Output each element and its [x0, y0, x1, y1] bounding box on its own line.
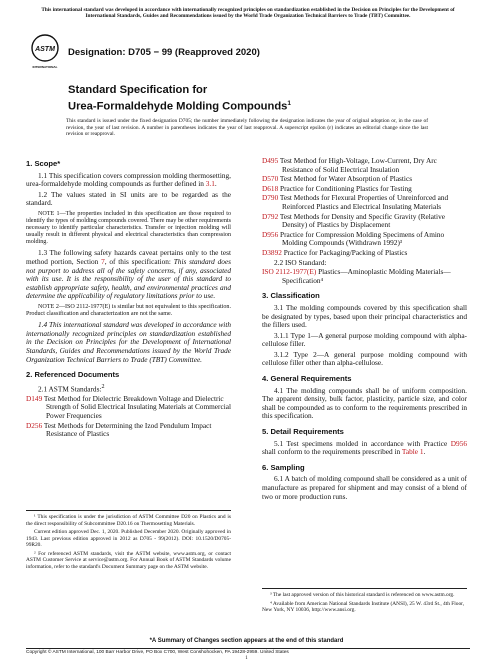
link-section-7[interactable]: 7 [101, 257, 105, 267]
copyright-line: Copyright © ASTM International, 100 Barr Harbor Drive, PO Box C700, West Conshohocken, PA 19428-2959. United States [26, 648, 470, 655]
link-d956[interactable]: D956 [450, 438, 467, 448]
astm-standards-label: 2.1 ASTM Standards:$^2$ [38, 383, 105, 394]
footnote: ⁴ Available from American National Standards Institute (ANSI), 25 W. 43rd St., 4th Floor, New York, NY 10036, http://www.ansi.org. [262, 600, 465, 613]
para-1-4: 1.4 This international standard was developed in accordance with internationally recognized principles on standardization established in the Decision on Principles for the Development of International Standards, Guides and Recommendations issued by the World Trade Organization Technical Barriers to Trade (TBT) Committee. [26, 320, 232, 364]
ref-code-link[interactable]: D495 [262, 156, 279, 165]
para-3-1-1: 3.1.1 Type 1—A general purpose molding compound with alpha-cellulose filler. [262, 330, 467, 349]
iso-code-link[interactable]: ISO 2112-1977(E) [262, 267, 317, 277]
designation: Designation: D705 − 99 (Reapproved 2020) [68, 47, 260, 58]
para-3-1-2: 3.1.2 Type 2—A general purpose molding compound with cellulose filler other than alpha-cellulose. [262, 349, 467, 368]
ref-item: D3892 Practice for Packaging/Packing of Plastics [262, 247, 408, 257]
para-5-1: 5.1 Test specimens molded in accordance with Practice D956 shall conform to the requirements prescribed in Table 1. [262, 438, 467, 457]
footnote: ¹ This specification is under the jurisdiction of ASTM Committee D20 on Plastics and is the direct responsibility of Subcommittee D20.16 on Thermosetting Materials. [26, 514, 231, 527]
note-1: NOTE 1—The properties included in this specification are those required to identify the types of molding compounds covered. There may be other requirements necessary to identify particular characteristics. Transfer or injection molding will usually result in different physical and electrical characteristics than compression molding. [26, 210, 231, 246]
ref-code-link[interactable]: D956 [262, 229, 279, 239]
ref-code-link[interactable]: D149 [26, 393, 43, 403]
title-footnote-mark: 1 [287, 100, 292, 107]
summary-of-changes-note: *A Summary of Changes section appears at the end of this standard [149, 638, 344, 644]
svg-text:INTERNATIONAL: INTERNATIONAL [32, 65, 58, 69]
iso-standard-label: 2.2 ISO Standard: [274, 257, 327, 267]
ref-item: D256 Test Methods for Determining the Izod Pendulum Impact Resistance of Plastics [26, 420, 212, 439]
ref-code-link[interactable]: D256 [26, 420, 43, 430]
ref-item: D956 Practice for Compression Molding Specimens of Amino Molding Compounds (Withdrawn 1992)³ [262, 229, 445, 248]
page-number: 1 [245, 656, 248, 660]
ref-code-link[interactable]: D3892 [262, 247, 282, 257]
ref-item: D618 Practice for Conditioning Plastics for Testing [262, 183, 412, 193]
tbt-notice: This international standard was developed in accordance with internationally recognized principles on standardization established in the Decision on Principles for the Development of International Standards, Guides and Recommendations issued by the World Trade Organization Technical Barriers to Trade (TBT) Committee. [41, 7, 455, 20]
section-heading-detail: 5. Detail Requirements [262, 427, 344, 437]
right-column [262, 157, 467, 503]
ref-code-link[interactable]: D570 [262, 174, 279, 184]
footnote: ³ The last approved version of this historical standard is referenced on www.astm.org. [270, 592, 455, 598]
section-heading-sampling: 6. Sampling [262, 462, 305, 472]
ref-item: D149 Test Method for Dielectric Breakdown Voltage and Dielectric Strength of Solid Electrical Insulating Materials at Commercial Power Frequencies [26, 393, 232, 420]
title-line-1: Standard Specification for [68, 84, 208, 96]
para-1-1: 1.1 This specification covers compression molding thermosetting, urea-formaldehyde molding compounds as further defined in 3.1. [26, 170, 231, 189]
section-heading-classification: 3. Classification [262, 291, 320, 301]
para-3-1: 3.1 The molding compounds covered by this specification shall be designated by types, based upon their principal characteristics and the fillers used. [262, 302, 467, 330]
para-1-3: 1.3 The following safety hazards caveat pertains only to the test method portion, Section 7, of this specification: This standard does not purport to address all of the safety concerns, if any, associated with its use. It is the responsibility of the user of this standard to establish appropriate safety, health, and environmental practices and determine the applicability of regulatory limitations prior to use. [26, 248, 231, 301]
link-3-1[interactable]: 3.1 [205, 179, 215, 189]
para-1-2: 1.2 The values stated in SI units are to be regarded as the standard. [26, 189, 231, 208]
footnotes-right [262, 588, 467, 616]
ref-code-link[interactable]: D792 [262, 211, 279, 221]
note-2: NOTE 2—ISO 2112-1977(E) is similar but not equivalent to this specification. Product classification and characterization are not the same. [26, 304, 231, 318]
astm-logo [30, 33, 60, 71]
ref-code-link[interactable]: D618 [262, 183, 279, 193]
section-heading-scope: 1. Scope* [26, 159, 61, 168]
issued-note: This standard is issued under the fixed designation D705; the number immediately following the designation indicates the year of original adoption or, in the case of revision, the year of last revision. A number in parentheses indicates the year of last reapproval. A superscript epsilon (ε) indicates an editorial change since the last revision or reapproval. [66, 118, 428, 138]
title-line-2: Urea-Formaldehyde Molding Compounds$^1$ [68, 100, 292, 113]
para-4-1: 4.1 The molding compounds shall be of uniform composition. The apparent density, bulk factor, plasticity, particle size, and color shall be compounded as to conform to the requirements prescribed in this specification. [262, 385, 467, 421]
ref-item: D495 Test Method for High-Voltage, Low-Current, Dry Arc Resistance of Solid Electrical Insulation [262, 156, 437, 174]
footnote: ² For referenced ASTM standards, visit the ASTM website, www.astm.org, or contact ASTM Customer Service at service@astm.org. For Annual Book of ASTM Standards volume information, refer to the standard's Document Summary page on the ASTM website. [26, 550, 231, 570]
footnotes-left [26, 510, 231, 572]
left-column [26, 160, 231, 440]
section-heading-general: 4. General Requirements [262, 374, 352, 384]
para-6-1: 6.1 A batch of molding compound shall be considered as a unit of manufacture as prepared for shipment and may consist of a blend of two or more production runs. [262, 474, 467, 501]
ref-item: D792 Test Methods for Density and Specific Gravity (Relative Density) of Plastics by Displacement [262, 211, 445, 230]
section-heading-refdocs: 2. Referenced Documents [26, 370, 120, 380]
ref-item-iso: ISO 2112-1977(E) Plastics—Aminoplastic Molding Materials—Specification⁴ [262, 267, 451, 285]
footnote: Current edition approved Dec. 1, 2020. Published December 2020. Originally approved in 1943. Last previous edition approved in 2012 as D705 - 99(2012). DOI: 10.1520/D0705-99R20. [26, 529, 231, 548]
link-table-1[interactable]: Table 1 [401, 447, 424, 457]
ref-item: D790 Test Methods for Flexural Properties of Unreinforced and Reinforced Plastics and Electrical Insulating Materials [262, 193, 449, 211]
document-title [68, 84, 291, 114]
svg-text:ASTM: ASTM [35, 46, 55, 53]
ref-item: D570 Test Method for Water Absorption of Plastics [262, 174, 413, 184]
ref-code-link[interactable]: D790 [262, 193, 279, 203]
